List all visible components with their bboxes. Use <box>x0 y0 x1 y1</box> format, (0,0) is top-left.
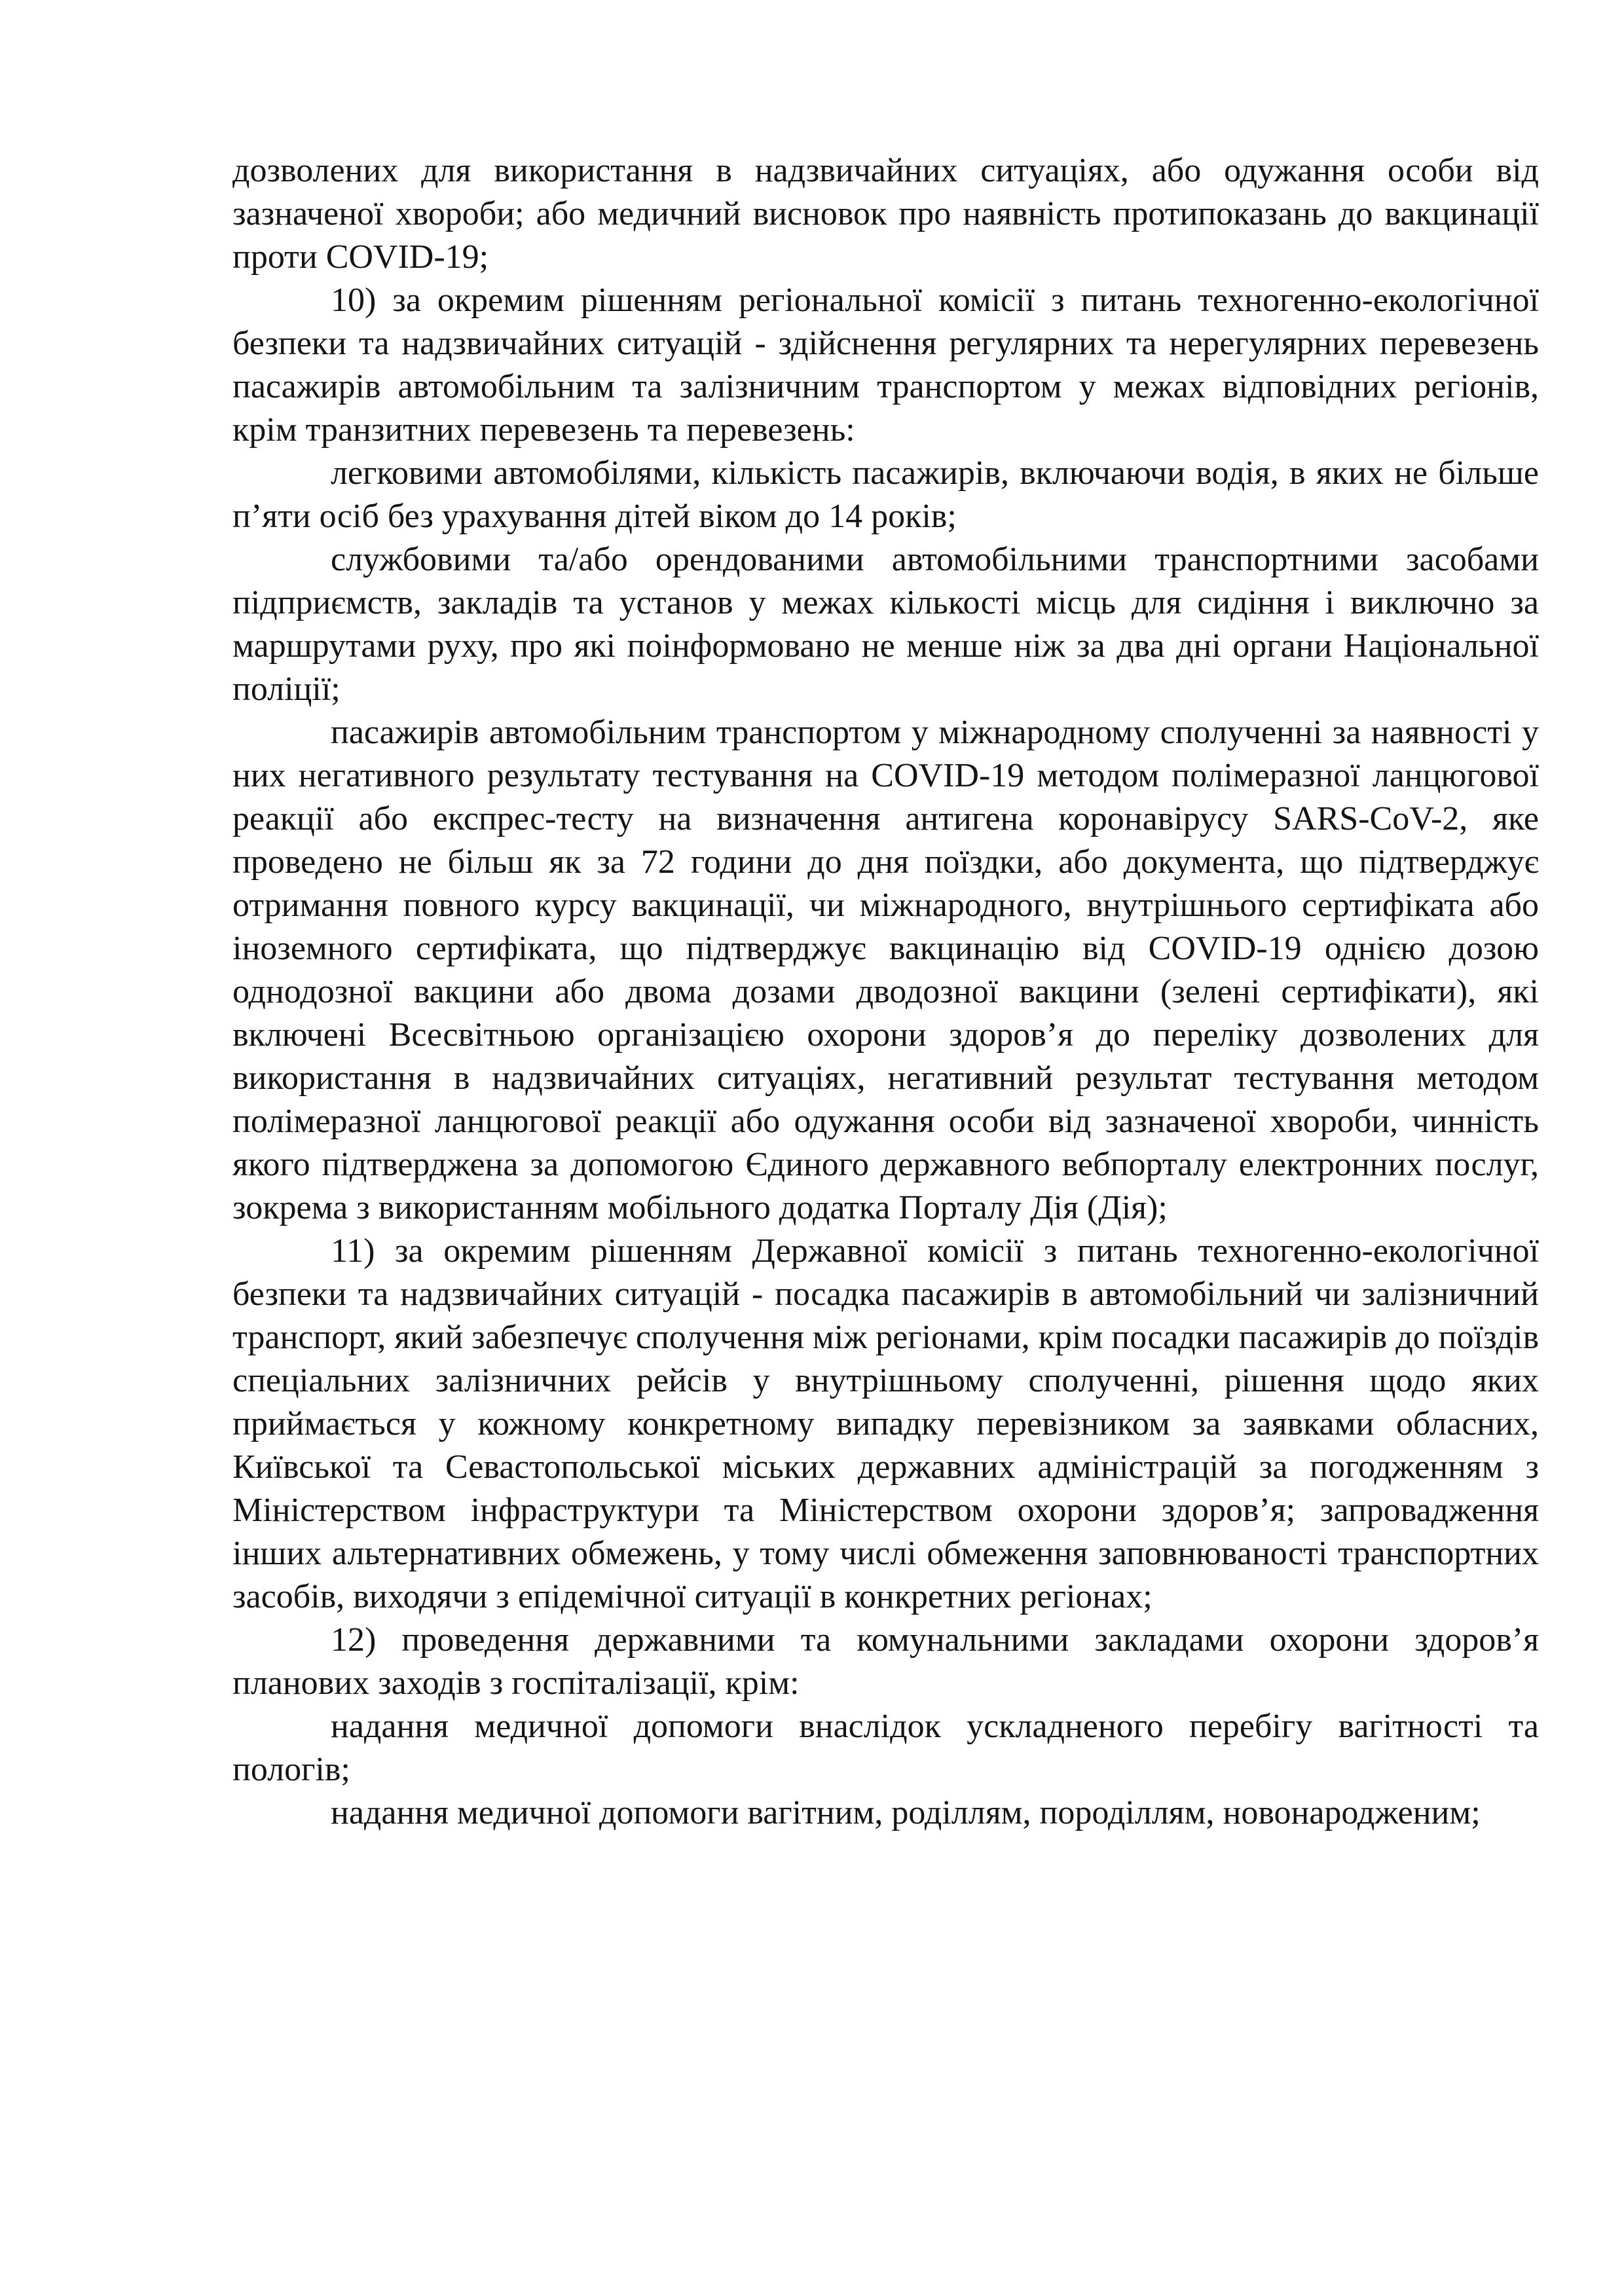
paragraph-item-11: 11) за окремим рішенням Державної комісії з питань техногенно-екологічної безпеки та надзвичайних ситуацій - посадка пасажирів в автомобільний чи залізничний транспорт, який забезпечує сполучення між регіонами, крім посадки пасажирів до поїздів спеціальних залізничних рейсів у внутрішньому сполученні, рішення щодо яких приймається у кожному конкретному випадку перевізником за заявками обласних, Київської та Севастопольської міських державних адміністрацій за погодженням з Міністерством інфраструктури та Міністерством охорони здоров’я; запровадження інших альтернативних обмежень, у тому числі обмеження заповнюваності транспортних засобів, виходячи з епідемічної ситуації в конкретних регіонах; <box>232 1232 1539 1615</box>
paragraph-newborn-care: надання медичної допомоги вагітним, роділлям, породіллям, новонародженим; <box>331 1794 1481 1831</box>
paragraph-item-10: 10) за окремим рішенням регіональної комісії з питань техногенно-екологічної безпеки та надзвичайних ситуацій - здійснення регулярних та нерегулярних перевезень пасажирів автомобільним та залізничним транспортом у межах відповідних регіонів, крім транзитних перевезень та перевезень: <box>232 282 1539 449</box>
paragraph-service-vehicles: службовими та/або орендованими автомобільними транспортними засобами підприємств, закладів та установ у межах кількості місць для сидіння і виключно за маршрутами руху, про які поінформовано не менше ніж за два дні органи Національної поліції; <box>232 541 1539 708</box>
paragraph-passenger-cars: легковими автомобілями, кількість пасажирів, включаючи водія, в яких не більше п’яти осіб без урахування дітей віком до 14 років; <box>232 454 1539 535</box>
paragraph-continuation: дозволених для використання в надзвичайних ситуаціях, або одужання особи від зазначеної хвороби; або медичний висновок про наявність протипоказань до вакцинації проти COVID-19; <box>232 152 1539 276</box>
paragraph-international-transport: пасажирів автомобільним транспортом у міжнародному сполученні за наявності у них негативного результату тестування на COVID-19 методом полімеразної ланцюгової реакції або експрес-тесту на визначення антигена коронавірусу SARS-CoV-2, яке проведено не більш як за 72 години до дня поїздки, або документа, що підтверджує отримання повного курсу вакцинації, чи міжнародного, внутрішнього сертифіката або іноземного сертифіката, що підтверджує вакцинацію від COVID-19 однією дозою однодозної вакцини або двома дозами дводозної вакцини (зелені сертифікати), які включені Всесвітньою організацією охорони здоров’я до переліку дозволених для використання в надзвичайних ситуаціях, негативний результат тестування методом полімеразної ланцюгової реакції або одужання особи від зазначеної хвороби, чинність якого підтверджена за допомогою Єдиного державного вебпорталу електронних послуг, зокрема з використанням мобільного додатка Порталу Дія (Дія); <box>232 714 1539 1226</box>
document-body <box>232 149 1539 1835</box>
paragraph-pregnancy-care: надання медичної допомоги внаслідок ускладненого перебігу вагітності та пологів; <box>232 1708 1539 1788</box>
paragraph-item-12: 12) проведення державними та комунальними закладами охорони здоров’я планових заходів з госпіталізації, крім: <box>232 1621 1539 1702</box>
